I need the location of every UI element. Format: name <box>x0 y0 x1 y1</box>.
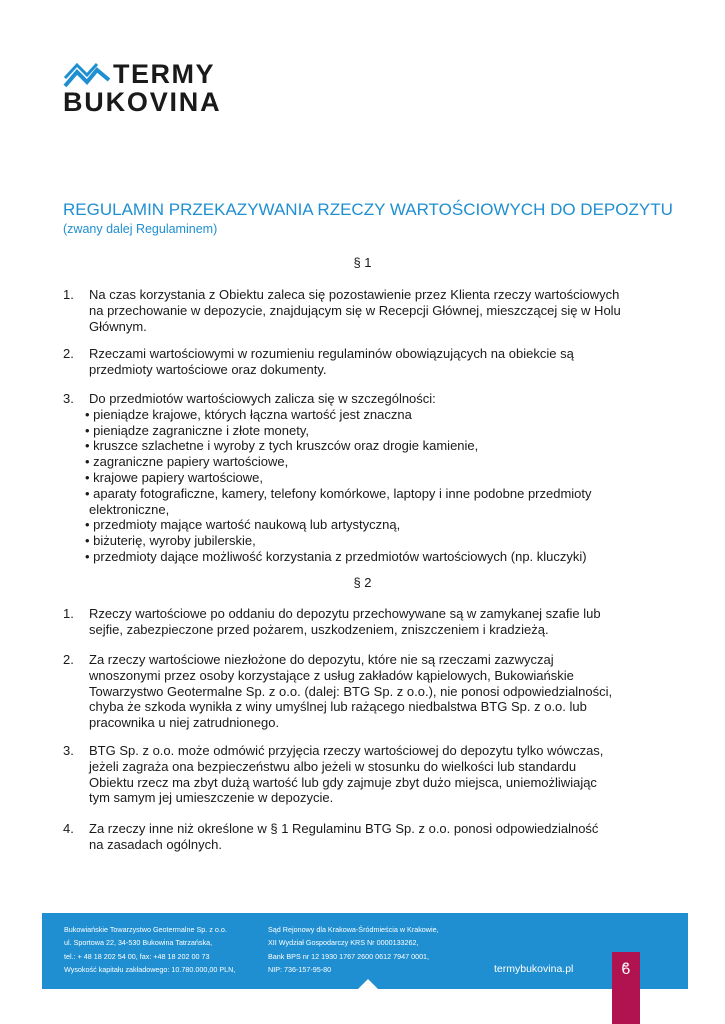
bullet-line: • pieniądze krajowe, których łączna wartość jest znaczna <box>85 406 412 422</box>
bullet-line: • krajowe papiery wartościowe, <box>85 469 263 485</box>
footer-website-link[interactable]: termybukovina.pl <box>494 963 574 975</box>
bullet-line: • kruszce szlachetne i wyroby z tych kruszców oraz drogie kamienie, <box>85 438 479 454</box>
item-line: Głównym. <box>89 318 147 334</box>
section-2-item-3 <box>63 743 663 806</box>
item-number: 2. <box>63 652 74 667</box>
item-line: na przechowanie w depozycie, znajdującym się w Recepcji Głównej, mieszczącej się w Holu <box>89 302 621 318</box>
item-text <box>89 606 663 638</box>
item-line: na zasadach ogólnych. <box>89 836 222 852</box>
item-line: Obiektu rzecz ma zbyt dużą wartość lub gdy zajmuje zbyt dużo miejsca, uniemożliwiając <box>89 774 597 790</box>
section-2-item-2 <box>63 652 663 731</box>
bullet-line: • zagraniczne papiery wartościowe, <box>85 454 289 470</box>
footer-company-info <box>64 923 235 976</box>
item-line: jeżeli zagraża ona bezpieczeństwu albo jeżeli w stosunku do wielkości lub standardu <box>89 758 577 774</box>
item-line: Rzeczy wartościowe po oddaniu do depozytu przechowywane są w zamykanej szafie lub <box>89 606 601 621</box>
section-1-item-2 <box>63 346 663 378</box>
footer-line: Bank BPS nr 12 1930 1767 2600 0612 7947 0001, <box>268 951 430 961</box>
section-2-mark: § 2 <box>353 575 372 590</box>
footer-line: tel.: + 48 18 202 54 00, fax: +48 18 202 00 73 <box>64 951 210 961</box>
item-text <box>85 391 663 565</box>
item-line: Rzeczami wartościowymi w rozumieniu regulaminów obowiązujących na obiekcie są <box>89 346 574 361</box>
item-text <box>89 821 663 853</box>
item-line: tym samym jej umieszczenie w depozycie. <box>89 790 334 806</box>
item-text <box>89 743 663 806</box>
section-2-item-4 <box>63 821 663 853</box>
item-line: Na czas korzystania z Obiektu zaleca się pozostawienie przez Klienta rzeczy wartościowych <box>89 287 620 302</box>
section-2-item-1 <box>63 606 663 638</box>
item-line: wnoszonymi przez osoby korzystające z usług zakładów kąpielowych, Bukowiańskie <box>89 667 574 683</box>
footer-line: Bukowiańskie Towarzystwo Geotermalne Sp. z o.o. <box>64 925 227 934</box>
item-number: 3. <box>63 743 74 758</box>
footer-line: Wysokość kapitału zakładowego: 10.780.000,00 PLN, <box>64 964 236 974</box>
section-1-item-1 <box>63 287 663 334</box>
bullet-line: elektroniczne, <box>89 501 170 517</box>
document-subtitle: (zwany dalej Regulaminem) <box>63 222 218 236</box>
footer-bar <box>42 913 688 989</box>
item-line: Do przedmiotów wartościowych zalicza się w szczególności: <box>89 391 436 406</box>
item-text <box>89 652 663 731</box>
bullet-line: • aparaty fotograficzne, kamery, telefony komórkowe, laptopy i inne podobne przedmioty <box>85 485 592 501</box>
footer-line: ul. Sportowa 22, 34-530 Bukowina Tatrzańska, <box>64 938 213 948</box>
bullet-line: • przedmioty mające wartość naukową lub artystyczną, <box>85 517 401 533</box>
item-line: sejfie, zabezpieczone przed pożarem, uszkodzeniem, zniszczeniem i kradzieżą. <box>89 621 549 637</box>
document-title: REGULAMIN PRZEKAZYWANIA RZECZY WARTOŚCIOWYCH DO DEPOZYTU <box>63 200 673 219</box>
item-number: 3. <box>63 391 74 406</box>
item-number: 2. <box>63 346 74 361</box>
item-number: 4. <box>63 821 74 836</box>
item-line: BTG Sp. z o.o. może odmówić przyjęcia rzeczy wartościowej do depozytu tylko wówczas, <box>89 743 604 758</box>
footer-registry-info <box>268 923 439 976</box>
item-line: przedmioty wartościowe oraz dokumenty. <box>89 361 327 377</box>
brand-symbol-icon: ϐ <box>621 961 631 978</box>
section-1-item-3 <box>63 391 663 565</box>
item-text <box>89 287 663 334</box>
item-line: chyba że szkoda wynikła z winy umyślnej lub rażącego niedbalstwa BTG Sp. z o.o. lub <box>89 699 587 715</box>
item-line: Towarzystwo Geotermalne Sp. z o.o. (dalej: BTG Sp. z o.o.), nie ponosi odpowiedzialności, <box>89 683 613 699</box>
logo-word-bukovina: BUKOVINA <box>63 87 222 117</box>
footer-line: Sąd Rejonowy dla Krakowa-Śródmieścia w Krakowie, <box>268 925 439 934</box>
item-number: 1. <box>63 287 74 302</box>
footer-line: NIP: 736-157-95-80 <box>268 964 332 974</box>
mountain-roof-icon <box>63 62 111 88</box>
item-line: pracownika u niej zatrudnionego. <box>89 715 280 731</box>
footer-line: XII Wydział Gospodarczy KRS Nr 0000133262, <box>268 938 419 948</box>
footer-notch <box>358 979 378 989</box>
item-line: Za rzeczy wartościowe niezłożone do depozytu, które nie są rzeczami zazwyczaj <box>89 652 554 667</box>
item-number: 1. <box>63 606 74 621</box>
bullet-line: • przedmioty dające możliwość korzystania z przedmiotów wartościowych (np. kluczyki) <box>85 548 587 564</box>
item-text <box>89 346 663 378</box>
brand-tab <box>612 952 640 1024</box>
bullet-line: • biżuterię, wyroby jubilerskie, <box>85 533 256 549</box>
brand-logo <box>63 60 223 116</box>
logo-word-termy: TERMY <box>113 59 215 89</box>
bullet-line: • pieniądze zagraniczne i złote monety, <box>85 422 309 438</box>
section-1-mark: § 1 <box>353 255 372 270</box>
item-line: Za rzeczy inne niż określone w § 1 Regulaminu BTG Sp. z o.o. ponosi odpowiedzialność <box>89 821 599 836</box>
